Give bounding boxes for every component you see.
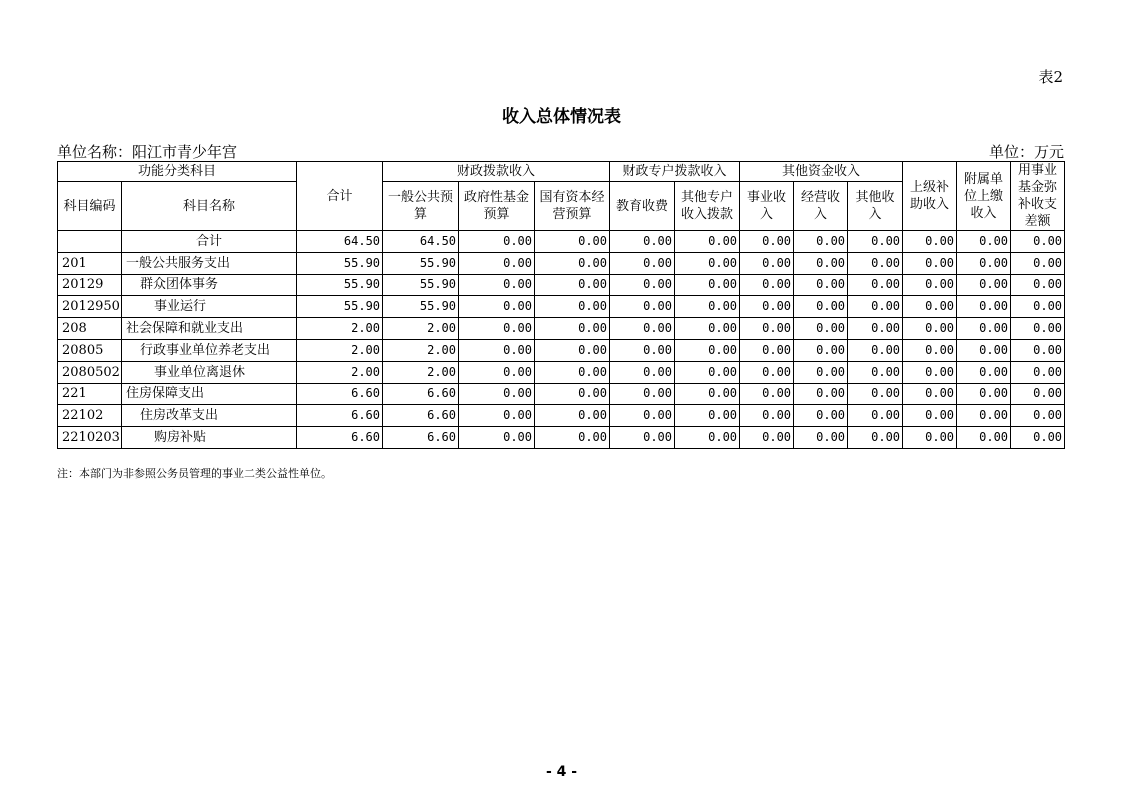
header-state-capital: 国有资本经营预算	[535, 182, 610, 231]
amount-cell: 0.00	[459, 318, 535, 340]
amount-cell: 0.00	[848, 339, 903, 361]
amount-cell: 0.00	[459, 383, 535, 405]
amount-cell: 0.00	[610, 383, 675, 405]
amount-cell: 0.00	[535, 361, 610, 383]
amount-cell: 0.00	[957, 274, 1011, 296]
amount-cell: 0.00	[1011, 274, 1065, 296]
amount-cell: 0.00	[1011, 318, 1065, 340]
amount-cell: 0.00	[535, 252, 610, 274]
amount-cell: 0.00	[610, 427, 675, 449]
subject-name: 住房改革支出	[122, 405, 297, 427]
amount-cell: 0.00	[957, 296, 1011, 318]
amount-cell: 0.00	[903, 231, 957, 253]
header-other-funds: 其他资金收入	[740, 162, 903, 182]
amount-cell: 0.00	[610, 296, 675, 318]
amount-cell: 0.00	[610, 339, 675, 361]
amount-cell: 0.00	[675, 318, 740, 340]
amount-cell: 0.00	[535, 231, 610, 253]
amount-cell: 0.00	[794, 405, 848, 427]
page-title: 收入总体情况表	[502, 107, 621, 127]
header-other-special: 其他专户收入拨款	[675, 182, 740, 231]
amount-cell: 0.00	[1011, 427, 1065, 449]
subject-code: 22102	[58, 405, 122, 427]
subject-code	[58, 231, 122, 253]
header-fiscal: 财政拨款收入	[383, 162, 610, 182]
amount-cell: 55.90	[383, 296, 459, 318]
subject-code: 2210203	[58, 427, 122, 449]
amount-cell: 0.00	[848, 318, 903, 340]
amount-cell: 0.00	[535, 383, 610, 405]
footnote: 注：本部门为非参照公务员管理的事业二类公益性单位。	[57, 467, 332, 480]
header-business-income: 事业收入	[740, 182, 794, 231]
amount-cell: 0.00	[794, 427, 848, 449]
amount-cell: 0.00	[535, 339, 610, 361]
amount-cell: 0.00	[675, 427, 740, 449]
header-func-class: 功能分类科目	[58, 162, 297, 182]
header-affiliated-income: 附属单位上缴收入	[957, 162, 1011, 231]
amount-cell: 0.00	[675, 252, 740, 274]
amount-cell: 0.00	[794, 361, 848, 383]
amount-cell: 0.00	[903, 427, 957, 449]
amount-cell: 0.00	[610, 405, 675, 427]
header-operating-income: 经营收入	[794, 182, 848, 231]
amount-cell: 0.00	[610, 318, 675, 340]
subject-code: 20805	[58, 339, 122, 361]
amount-cell: 0.00	[957, 318, 1011, 340]
amount-cell: 0.00	[794, 318, 848, 340]
amount-cell: 0.00	[535, 405, 610, 427]
amount-cell: 0.00	[740, 339, 794, 361]
amount-cell: 6.60	[383, 405, 459, 427]
header-superior-subsidy: 上级补助收入	[903, 162, 957, 231]
amount-cell: 0.00	[535, 427, 610, 449]
amount-cell: 0.00	[459, 405, 535, 427]
amount-cell: 0.00	[848, 252, 903, 274]
subject-name: 群众团体事务	[122, 274, 297, 296]
amount-cell: 0.00	[903, 361, 957, 383]
amount-cell: 2.00	[297, 339, 383, 361]
amount-cell: 6.60	[297, 383, 383, 405]
subject-code: 20129	[58, 274, 122, 296]
amount-cell: 0.00	[903, 405, 957, 427]
amount-cell: 0.00	[848, 383, 903, 405]
amount-cell: 2.00	[297, 361, 383, 383]
amount-cell: 0.00	[459, 231, 535, 253]
amount-cell: 0.00	[1011, 296, 1065, 318]
amount-cell: 0.00	[740, 274, 794, 296]
amount-cell: 0.00	[794, 339, 848, 361]
header-general-budget: 一般公共预算	[383, 182, 459, 231]
amount-cell: 0.00	[675, 339, 740, 361]
amount-cell: 0.00	[903, 296, 957, 318]
amount-cell: 0.00	[610, 231, 675, 253]
amount-cell: 0.00	[740, 231, 794, 253]
header-edu-fee: 教育收费	[610, 182, 675, 231]
amount-cell: 0.00	[740, 318, 794, 340]
amount-cell: 0.00	[794, 231, 848, 253]
header-other-income: 其他收入	[848, 182, 903, 231]
table-row	[58, 274, 1065, 296]
org-name: 单位名称：阳江市青少年宫	[57, 143, 238, 161]
amount-cell: 0.00	[535, 318, 610, 340]
subject-name: 购房补贴	[122, 427, 297, 449]
unit-label: 单位：万元	[988, 143, 1064, 161]
amount-cell: 6.60	[297, 427, 383, 449]
subject-name: 行政事业单位养老支出	[122, 339, 297, 361]
amount-cell: 0.00	[459, 296, 535, 318]
subject-name: 合计	[122, 231, 297, 253]
amount-cell: 0.00	[903, 383, 957, 405]
amount-cell: 0.00	[459, 339, 535, 361]
amount-cell: 0.00	[675, 274, 740, 296]
amount-cell: 0.00	[848, 405, 903, 427]
header-name: 科目名称	[122, 182, 297, 231]
amount-cell: 0.00	[957, 361, 1011, 383]
amount-cell: 0.00	[1011, 339, 1065, 361]
amount-cell: 0.00	[1011, 383, 1065, 405]
subject-code: 221	[58, 383, 122, 405]
amount-cell: 64.50	[383, 231, 459, 253]
header-gov-fund: 政府性基金预算	[459, 182, 535, 231]
amount-cell: 0.00	[848, 231, 903, 253]
amount-cell: 0.00	[459, 252, 535, 274]
amount-cell: 0.00	[740, 427, 794, 449]
subject-code: 201	[58, 252, 122, 274]
amount-cell: 0.00	[794, 383, 848, 405]
amount-cell: 0.00	[740, 405, 794, 427]
amount-cell: 0.00	[740, 361, 794, 383]
amount-cell: 0.00	[610, 361, 675, 383]
amount-cell: 55.90	[297, 274, 383, 296]
page-number: - 4 -	[545, 764, 578, 780]
amount-cell: 0.00	[675, 296, 740, 318]
amount-cell: 6.60	[297, 405, 383, 427]
subject-name: 住房保障支出	[122, 383, 297, 405]
subject-code: 2012950	[58, 296, 122, 318]
table-row	[58, 383, 1065, 405]
header-code: 科目编码	[58, 182, 122, 231]
header-balance-fill: 用事业基金弥补收支差额	[1011, 162, 1065, 231]
amount-cell: 0.00	[740, 383, 794, 405]
amount-cell: 0.00	[903, 339, 957, 361]
amount-cell: 64.50	[297, 231, 383, 253]
income-table	[57, 161, 1065, 449]
header-special: 财政专户拨款收入	[610, 162, 740, 182]
amount-cell: 0.00	[848, 274, 903, 296]
amount-cell: 0.00	[675, 231, 740, 253]
amount-cell: 0.00	[957, 427, 1011, 449]
table-row	[58, 252, 1065, 274]
table-row	[58, 405, 1065, 427]
amount-cell: 0.00	[848, 361, 903, 383]
table-row	[58, 361, 1065, 383]
amount-cell: 0.00	[535, 296, 610, 318]
amount-cell: 0.00	[957, 405, 1011, 427]
amount-cell: 0.00	[459, 361, 535, 383]
amount-cell: 0.00	[740, 252, 794, 274]
amount-cell: 0.00	[610, 252, 675, 274]
amount-cell: 0.00	[1011, 252, 1065, 274]
amount-cell: 0.00	[1011, 361, 1065, 383]
subject-code: 2080502	[58, 361, 122, 383]
amount-cell: 6.60	[383, 383, 459, 405]
table-row	[58, 318, 1065, 340]
table-row	[58, 296, 1065, 318]
table-row	[58, 339, 1065, 361]
amount-cell: 0.00	[794, 252, 848, 274]
amount-cell: 55.90	[297, 296, 383, 318]
subject-name: 一般公共服务支出	[122, 252, 297, 274]
amount-cell: 0.00	[675, 361, 740, 383]
amount-cell: 55.90	[383, 274, 459, 296]
amount-cell: 55.90	[383, 252, 459, 274]
amount-cell: 0.00	[957, 383, 1011, 405]
subject-name: 事业单位离退休	[122, 361, 297, 383]
amount-cell: 0.00	[459, 427, 535, 449]
amount-cell: 0.00	[1011, 231, 1065, 253]
amount-cell: 2.00	[297, 318, 383, 340]
amount-cell: 0.00	[459, 274, 535, 296]
amount-cell: 0.00	[903, 274, 957, 296]
amount-cell: 0.00	[957, 252, 1011, 274]
amount-cell: 2.00	[383, 318, 459, 340]
amount-cell: 0.00	[794, 274, 848, 296]
amount-cell: 0.00	[675, 383, 740, 405]
subject-name: 事业运行	[122, 296, 297, 318]
amount-cell: 0.00	[848, 427, 903, 449]
amount-cell: 6.60	[383, 427, 459, 449]
amount-cell: 2.00	[383, 361, 459, 383]
amount-cell: 0.00	[740, 296, 794, 318]
amount-cell: 0.00	[794, 296, 848, 318]
amount-cell: 2.00	[383, 339, 459, 361]
subject-name: 社会保障和就业支出	[122, 318, 297, 340]
subject-code: 208	[58, 318, 122, 340]
amount-cell: 55.90	[297, 252, 383, 274]
amount-cell: 0.00	[848, 296, 903, 318]
amount-cell: 0.00	[903, 318, 957, 340]
amount-cell: 0.00	[957, 339, 1011, 361]
amount-cell: 0.00	[903, 252, 957, 274]
amount-cell: 0.00	[1011, 405, 1065, 427]
amount-cell: 0.00	[957, 231, 1011, 253]
amount-cell: 0.00	[535, 274, 610, 296]
header-total: 合计	[297, 162, 383, 231]
table-number: 表2	[1038, 68, 1063, 86]
amount-cell: 0.00	[610, 274, 675, 296]
amount-cell: 0.00	[675, 405, 740, 427]
table-row	[58, 427, 1065, 449]
total-row	[58, 231, 1065, 253]
